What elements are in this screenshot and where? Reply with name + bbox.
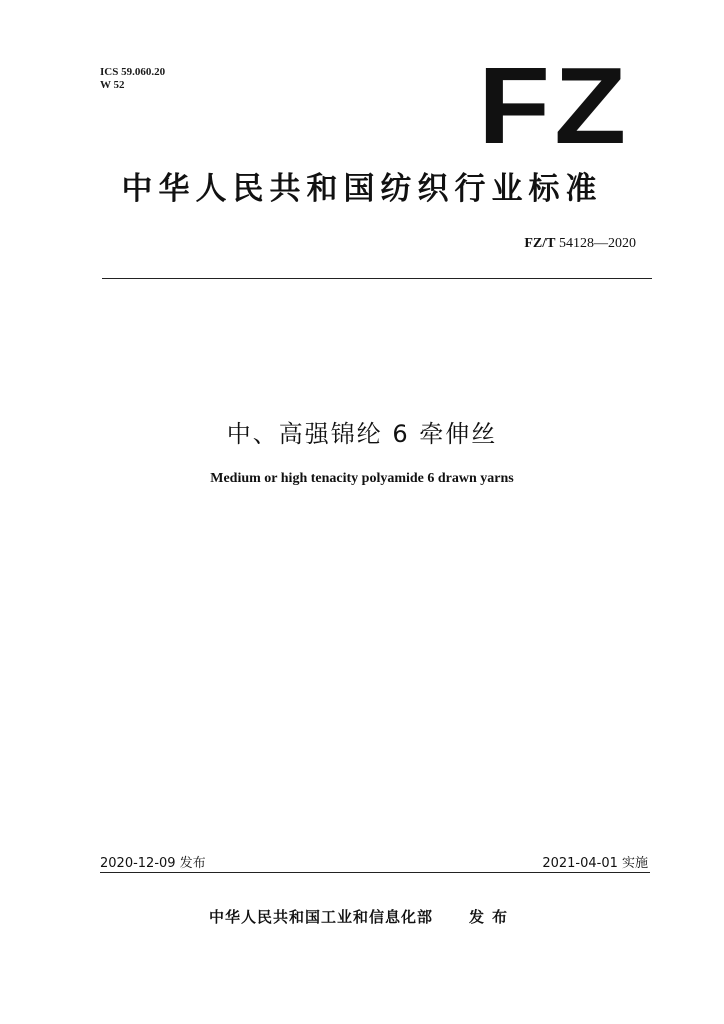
document-title-cn: 中、高强锦纶 6 牵伸丝 (226, 420, 498, 448)
implementation-date: 2021-04-01 实施 (542, 856, 648, 871)
organization-title: 中华人民共和国纺织行业标准 (121, 171, 603, 207)
top-divider (102, 278, 652, 279)
standard-code: FZ/T (524, 236, 556, 251)
publisher-name: 中华人民共和国工业和信息化部 (208, 908, 433, 926)
classification-codes (100, 66, 165, 92)
standard-number-value: 54128—2020 (559, 236, 636, 251)
standard-number (524, 236, 636, 252)
publisher-line (0, 906, 724, 927)
fz-logo: FZ (478, 45, 631, 168)
issue-date: 2020-12-09 发布 (100, 856, 206, 871)
bottom-divider (100, 872, 650, 873)
ccs-code: W 52 (100, 79, 125, 91)
publisher-verb: 发布 (469, 908, 516, 926)
ics-code: ICS 59.060.20 (100, 66, 166, 78)
document-title-en: Medium or high tenacity polyamide 6 drawn yarns (210, 471, 514, 486)
